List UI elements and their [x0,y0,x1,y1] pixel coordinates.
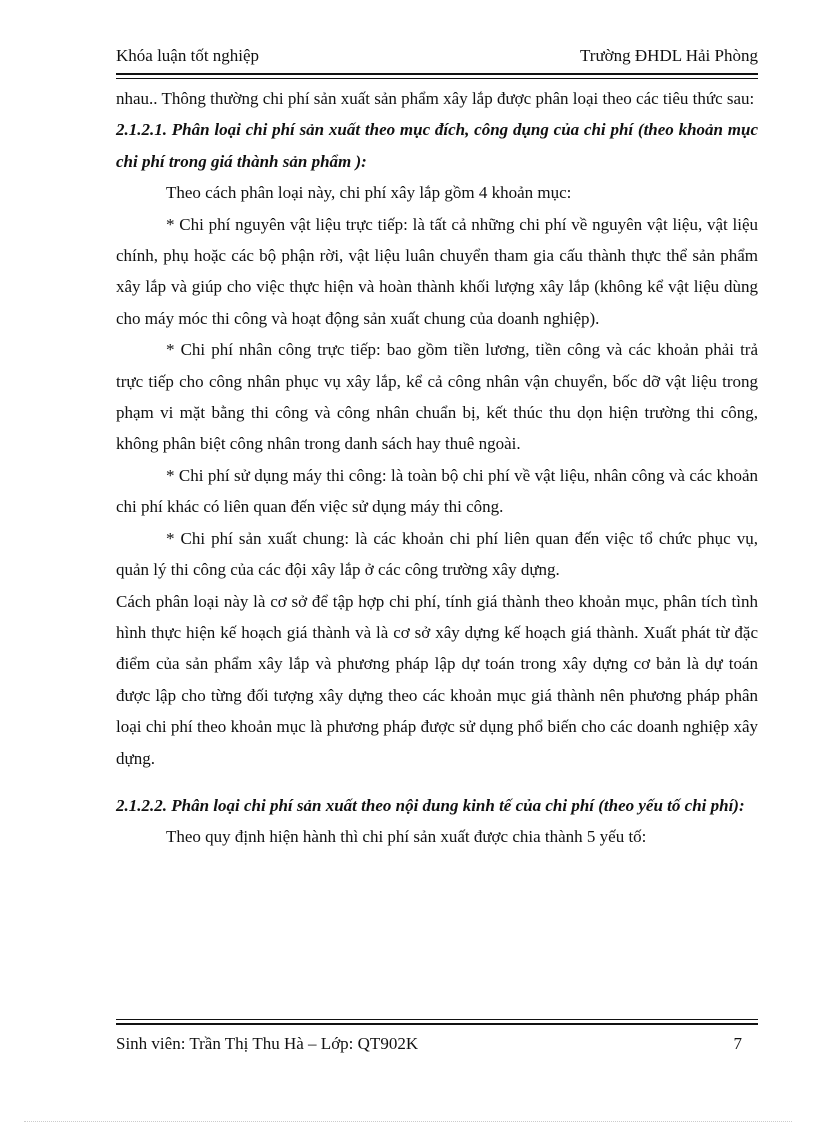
page-header [116,46,758,66]
footer-divider [116,1019,758,1025]
paragraph-direct-labor: * Chi phí nhân công trực tiếp: bao gồm tiền lương, tiền công và các khoản phải trả trực tiếp cho công nhân phục vụ xây lắp, kể cả công nhân vận chuyển, bốc dỡ vật liệu trong phạm vi mặt bằng thi công và công nhân chuẩn bị, kết thúc thu dọn hiện trường thi công, không phân biệt công nhân trong danh sách hay thuê ngoài. [116,340,758,454]
paragraph-five-elements: Theo quy định hiện hành thì chi phí sản xuất được chia thành 5 yếu tố: [166,827,647,847]
paragraph-machine-costs: * Chi phí sử dụng máy thi công: là toàn bộ chi phí về vật liệu, nhân công và các khoản chi phí khác có liên quan đến việc sử dụng máy thi công. [116,465,758,517]
page-edge-line [24,1121,792,1122]
document-body [116,83,758,853]
paragraph-classification-intro: Theo cách phân loại này, chi phí xây lắp gồm 4 khoản mục: [166,183,572,203]
header-divider [116,73,758,79]
footer-student-info: Sinh viên: Trần Thị Thu Hà – Lớp: QT902K [116,1034,419,1053]
section-heading-2-1-2-1: 2.1.2.1. Phân loại chi phí sản xuất theo mục đích, công dụng của chi phí (theo khoản mục chi phí trong giá thành sản phẩm ): [116,120,758,171]
section-spacer [116,774,758,790]
paragraph-overhead: * Chi phí sản xuất chung: là các khoản chi phí liên quan đến việc tổ chức phục vụ, quản lý thi công của các đội xây lắp ở các công trường xây dựng. [116,528,758,580]
paragraph-intro: nhau.. Thông thường chi phí sản xuất sản phẩm xây lắp được phân loại theo các tiêu thức sau: [116,89,755,108]
section-heading-2-1-2-2: 2.1.2.2. Phân loại chi phí sản xuất theo nội dung kinh tế của chi phí (theo yếu tố chi phí): [116,795,745,815]
paragraph-classification-summary: Cách phân loại này là cơ sở để tập hợp chi phí, tính giá thành theo khoản mục, phân tích tình hình thực hiện kế hoạch giá thành và là cơ sở xây dựng kế hoạch giá thành. Xuất phát từ đặc điểm của sản phẩm xây lắp và phương pháp lập dự toán trong xây dựng cơ bản là dự toán được lập cho từng đối tượng xây dựng theo các khoản mục giá thành nên phương pháp phân loại chi phí theo khoản mục là phương pháp được sử dụng phổ biến cho các doanh nghiệp xây dựng. [116,591,758,768]
page-number: 7 [733,1034,742,1053]
header-university-label: Trường ĐHDL Hải Phòng [580,46,758,65]
paragraph-direct-materials: * Chi phí nguyên vật liệu trực tiếp: là tất cả những chi phí về nguyên vật liệu, vật liệu chính, phụ hoặc các bộ phận rời, vật liệu luân chuyển tham gia cấu thành thực thể sản phẩm xây lắp và giúp cho việc thực hiện và hoàn thành khối lượng xây lắp (không kể vật liệu dùng cho máy móc thi công và hoạt động sản xuất chung của doanh nghiệp). [116,214,758,328]
page-footer [116,1034,742,1054]
header-thesis-label: Khóa luận tốt nghiệp [116,46,260,65]
